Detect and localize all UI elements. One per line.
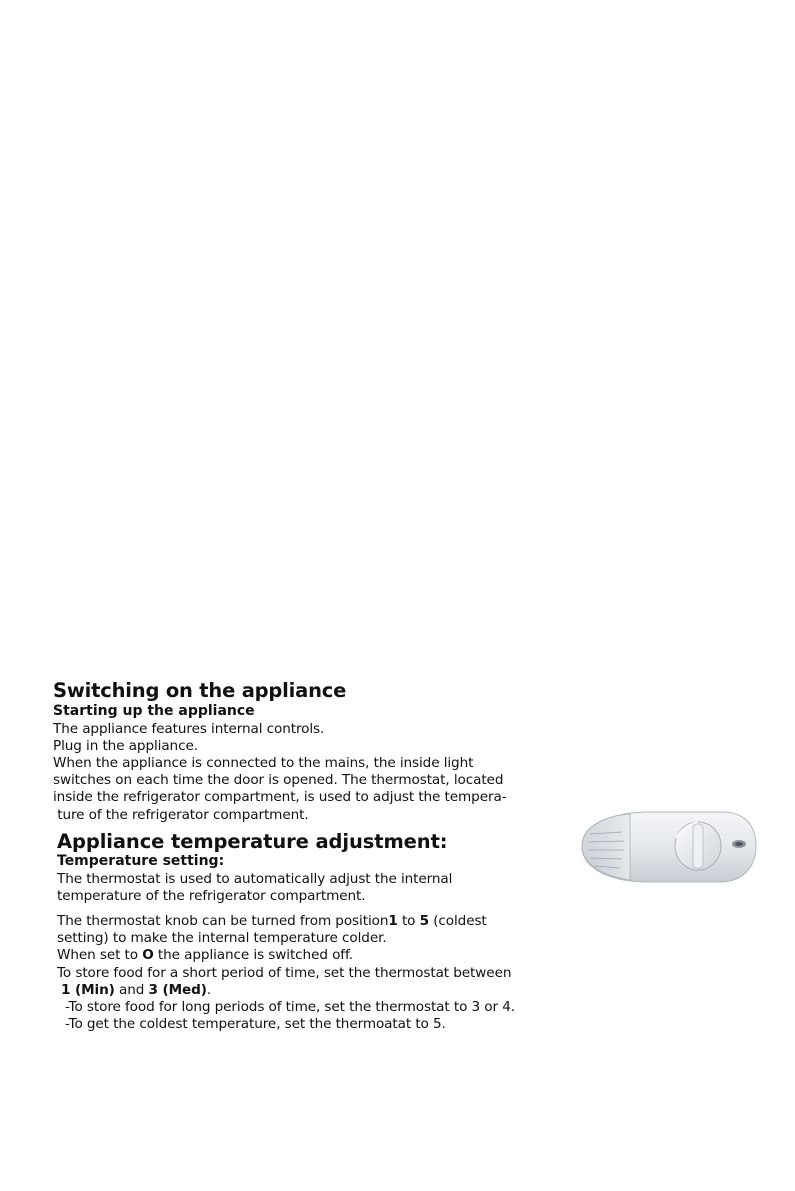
position-max: 5 (419, 912, 429, 929)
section-title: Appliance temperature adjustment: (57, 830, 448, 853)
temperature-adjustment-section (57, 831, 557, 1033)
text-run: When set to (57, 947, 143, 964)
body-line: temperature of the refrigerator compartment. (57, 887, 366, 904)
body-line: The appliance features internal controls. (53, 720, 325, 737)
text-run: (coldest (428, 912, 487, 929)
text-run: The thermostat knob can be turned from position (57, 912, 389, 929)
position-off: O (142, 947, 154, 964)
section-subtitle: Starting up the appliance (53, 703, 255, 719)
body-line: ture of the refrigerator compartment. (53, 806, 309, 823)
body-line: To store food for a short period of time, set the thermostat between (57, 964, 512, 981)
body-line: The thermostat is used to automatically adjust the internal (57, 870, 453, 887)
text-run: . (206, 981, 212, 998)
thermostat-knob-image (572, 808, 758, 888)
text-run: to (397, 912, 420, 929)
bullet-line: -To store food for long periods of time, set the thermostat to 3 or 4. (65, 998, 515, 1015)
text-run: and (114, 981, 149, 998)
body-line: When the appliance is connected to the mains, the inside light (53, 754, 474, 771)
med-label: 3 (Med) (148, 981, 207, 998)
min-med-line (57, 982, 557, 999)
body-line: switches on each time the door is opened. The thermostat, located (53, 772, 504, 789)
body-line: setting) to make the internal temperature colder. (57, 930, 387, 947)
position-min: 1 (388, 912, 398, 929)
switching-on-section (53, 679, 553, 824)
bullet-line: -To get the coldest temperature, set the thermoatat to 5. (65, 1016, 446, 1033)
section-subtitle: Temperature setting: (57, 853, 225, 869)
text-run: the appliance is switched off. (153, 947, 353, 964)
body-line: Plug in the appliance. (53, 737, 198, 754)
off-line (57, 947, 557, 964)
section-title: Switching on the appliance (53, 679, 347, 702)
min-label: 1 (Min) (61, 981, 115, 998)
body-line: inside the refrigerator compartment, is used to adjust the tempera- (53, 789, 507, 806)
knob-range-line (57, 913, 557, 930)
